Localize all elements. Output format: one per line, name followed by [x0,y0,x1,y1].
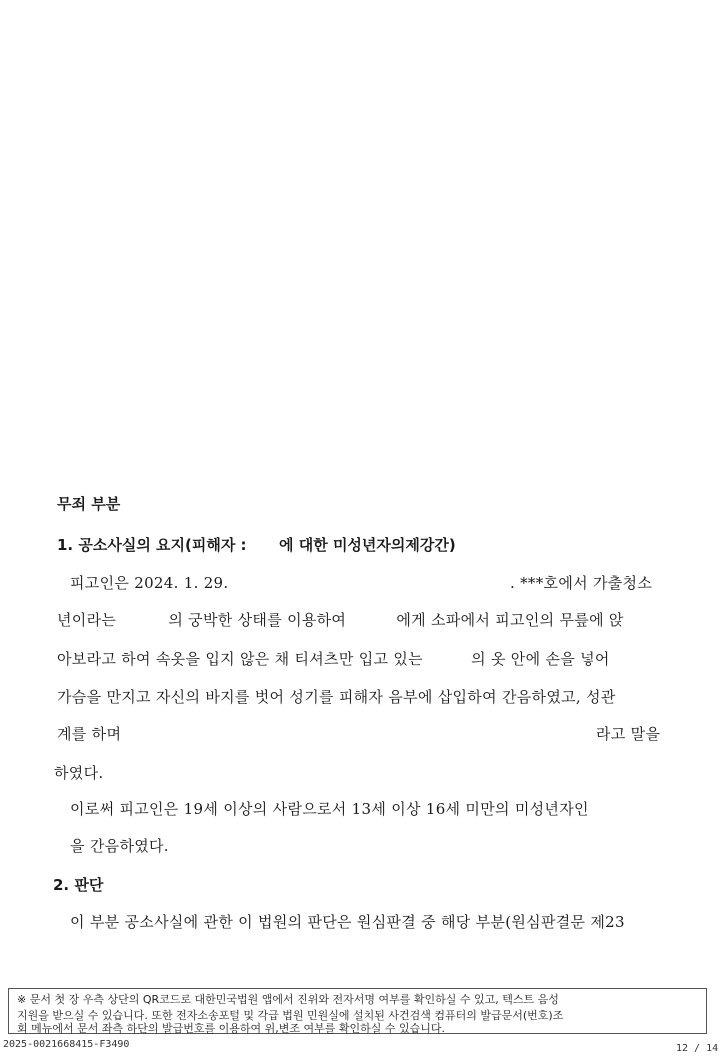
p1-line-1-end: . ***호에서 가출청소 [510,574,653,592]
p1-line-4: 가슴을 만지고 자신의 바지를 벗어 성기를 피해자 음부에 삽입하여 간음하였고, 성관 [57,688,616,706]
p1-line-1-a: 피고인은 2024. 1. 29. [70,574,229,592]
p1-line-1 [70,572,228,593]
issue-number: 2025-0021668415-F3490 [3,1039,130,1050]
p1-line-3 [57,648,610,669]
p1-line-5-start: 계를 하며 [57,725,122,743]
item1-title-part-b: 에 대한 미성년자의제강간) [279,536,456,554]
notice-line-3: 회 메뉴에서 문서 좌측 하단의 발급번호를 이용하여 위,변조 여부를 확인하실 수 있습니다. [17,1022,445,1035]
p3-line-1: 이 부분 공소사실에 관한 이 법원의 판단은 원심판결 중 해당 부분(원심판결문 제23 [70,913,625,931]
p1-line-6: 하였다. [54,764,104,782]
item2-title: 2. 판단 [53,876,104,894]
section-title: 무죄 부분 [57,495,121,513]
item1-title [57,534,456,555]
p2-line-1: 이로써 피고인은 19세 이상의 사람으로서 13세 이상 16세 미만의 미성년자인 [70,800,589,818]
p1-line-3-a: 아보라고 하여 속옷을 입지 않은 채 티셔츠만 입고 있는 [57,650,423,668]
item1-title-part-a: 1. 공소사실의 요지(피해자 : [57,536,247,554]
notice-line-2: 지원을 받으실 수 있습니다. 또한 전자소송포털 및 각급 법원 민원실에 설치된 사건검색 컴퓨터의 발급문서(번호)조 [17,1009,564,1022]
p1-line-2-b: 의 궁박한 상태를 이용하여 [168,611,347,629]
verification-notice-box [8,988,707,1034]
notice-line-1: ※ 문서 첫 장 우측 상단의 QR코드로 대한민국법원 앱에서 진위와 전자서명 여부를 확인하실 수 있고, 텍스트 음성 [17,993,559,1006]
p1-line-5-end: 라고 말을 [596,725,661,743]
p1-line-2-c: 에게 소파에서 피고인의 무릎에 앉 [396,611,624,629]
p2-line-2: 을 간음하였다. [70,837,169,855]
p1-line-3-b: 의 옷 안에 손을 넣어 [471,650,610,668]
p1-line-2 [57,609,624,630]
p1-line-2-a: 년이라는 [57,611,117,629]
page-number: 12 / 14 [676,1043,719,1054]
